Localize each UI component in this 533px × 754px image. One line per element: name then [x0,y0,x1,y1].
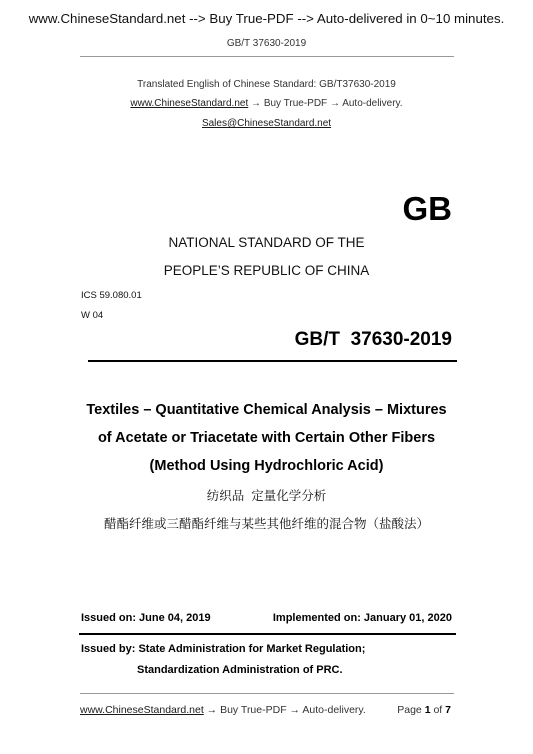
page-word: Page [397,704,422,716]
title-line3: (Method Using Hydrochloric Acid) [149,458,384,474]
buy-text: Buy True-PDF [263,98,328,109]
national-standard-line2: PEOPLE’S REPUBLIC OF CHINA [163,263,370,278]
chinese-title-line2: 醋酯纤维或三醋酯纤维与某些其他纤维的混合物（盐酸法） [103,517,429,531]
national-standard-line1: NATIONAL STANDARD OF THE [168,235,365,250]
translated-links [0,98,533,109]
footer-auto-delivery-text: Auto-delivery. [302,704,366,716]
implemented-date: Implemented on: January 01, 2020 [272,612,452,624]
footer-links [80,704,366,716]
page-indicator [397,704,451,716]
standard-number-rule [88,360,457,362]
issuer-line2: Standardization Administration of PRC. [137,664,343,676]
translated-line: Translated English of Chinese Standard: GB/T37630-2019 [137,79,396,90]
title-line2: of Acetate or Triacetate with Certain Other Fibers [97,430,436,446]
header-divider [80,56,454,57]
footer-site-link[interactable]: www.ChineseStandard.net [80,704,204,716]
page-of: of [433,704,443,716]
auto-delivery-text: Auto-delivery. [342,98,403,109]
ics-code: ICS 59.080.01 [81,290,142,301]
footer-divider [80,693,454,694]
arrow-icon: → [289,704,301,716]
chinese-title-line1: 纺织品 定量化学分析 [206,489,327,503]
site-link[interactable]: www.ChineseStandard.net [130,98,249,109]
arrow-icon: → [329,98,340,109]
issuer-line1: Issued by: State Administration for Market Regulation; [81,643,366,655]
email-line [0,118,533,129]
footer-buy-text: Buy True-PDF [220,704,287,716]
classification-code: W 04 [81,310,104,321]
issued-date: Issued on: June 04, 2019 [81,612,211,624]
page-total: 7 [445,704,451,716]
page-current: 1 [424,704,431,716]
header-code: GB/T 37630-2019 [226,38,307,49]
email-link[interactable]: Sales@ChineseStandard.net [201,118,332,129]
arrow-icon: → [251,98,262,109]
standard-number: GB/T 37630-2019 [294,329,452,350]
title-line1: Textiles – Quantitative Chemical Analysis – Mixtures [86,402,447,418]
top-banner: www.ChineseStandard.net --> Buy True-PDF --> Auto-delivered in 0~10 minutes. [28,11,505,26]
dates-rule [79,633,456,635]
arrow-icon: → [206,704,218,716]
gb-logo: GB [402,190,452,227]
